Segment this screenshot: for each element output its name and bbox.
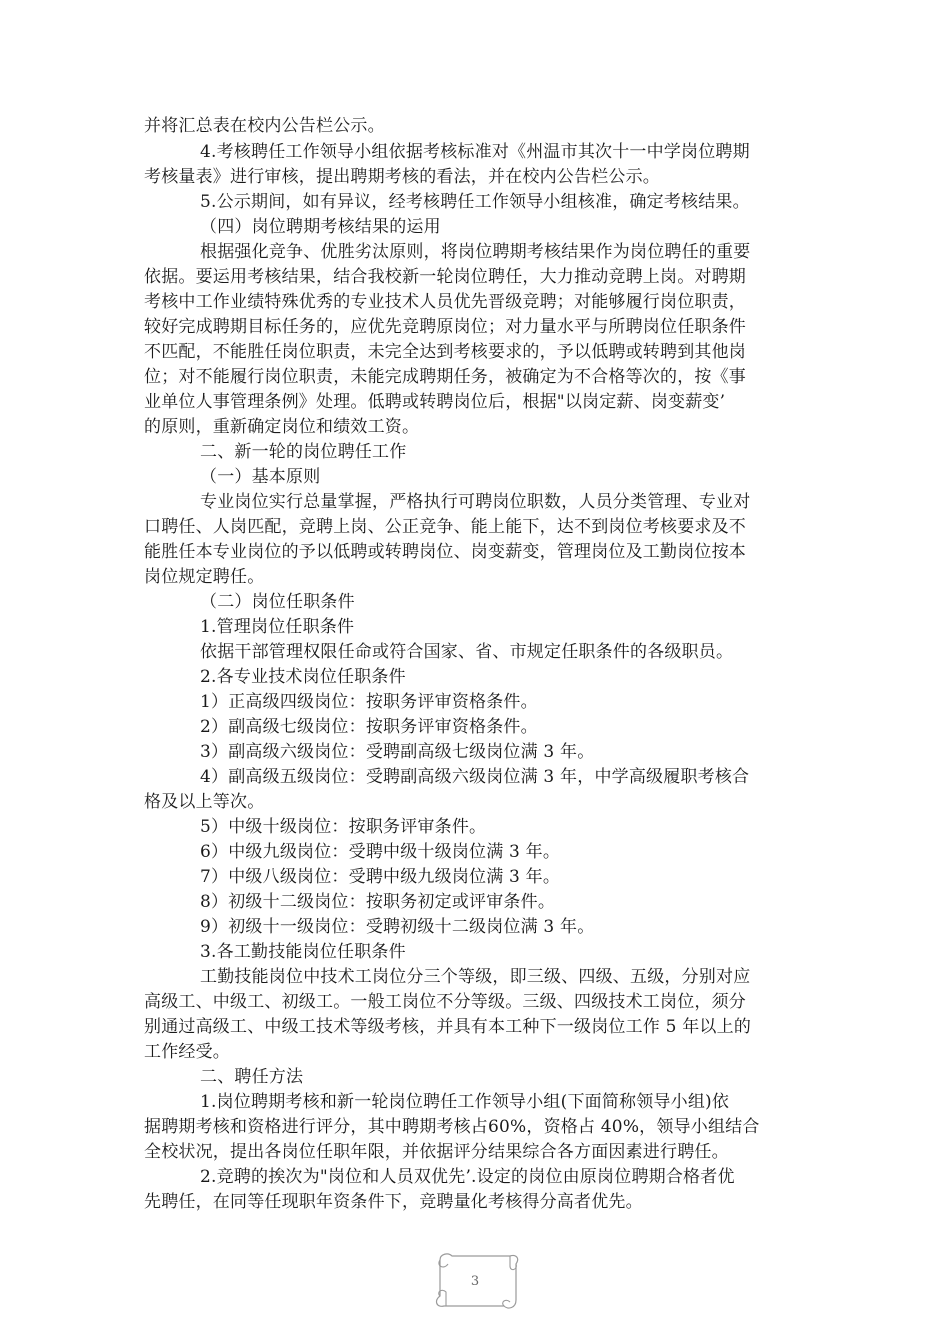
section-heading: （一）基本原则 — [200, 467, 321, 487]
text-line: 专业岗位实行总量掌握，严格执行可聘岗位职数，人员分类管理、专业对 — [200, 492, 751, 512]
list-item: 6）中级九级岗位：受聘中级十级岗位满 3 年。 — [200, 842, 561, 862]
text-line: 全校状况，提出各岗位任职年限，并依据评分结果综合各方面因素进行聘任。 — [144, 1142, 729, 1162]
text-line: 2.竞聘的挨次为"岗位和人员双优先’.设定的岗位由原岗位聘期合格者优 — [200, 1167, 735, 1187]
list-item: 1）正高级四级岗位：按职务评审资格条件。 — [200, 692, 538, 712]
text-line: 根据强化竞争、优胜劣汰原则，将岗位聘期考核结果作为岗位聘任的重要 — [200, 242, 751, 262]
text-line: 格及以上等次。 — [144, 792, 265, 812]
text-line: 据聘期考核和资格进行评分，其中聘期考核占60%，资格占 40%，领导小组结合 — [144, 1117, 760, 1137]
text-line: 3.各工勤技能岗位任职条件 — [200, 942, 406, 962]
list-item: 3）副高级六级岗位：受聘副高级七级岗位满 3 年。 — [200, 742, 595, 762]
text-line: 业单位人事管理条例》处理。低聘或转聘岗位后，根据"以岗定薪、岗变薪变’ — [144, 392, 726, 412]
text-line: 工勤技能岗位中技术工岗位分三个等级，即三级、四级、五级，分别对应 — [200, 967, 751, 987]
text-line: 别通过高级工、中级工技术等级考核，并具有本工种下一级岗位工作 5 年以上的 — [144, 1017, 752, 1037]
section-heading: 二、聘任方法 — [200, 1067, 304, 1087]
text-line: 的原则，重新确定岗位和绩效工资。 — [144, 417, 420, 437]
text-line: 先聘任，在同等任现职年资条件下，竞聘量化考核得分高者优先。 — [144, 1192, 643, 1212]
list-item: 9）初级十一级岗位：受聘初级十二级岗位满 3 年。 — [200, 917, 595, 937]
section-heading: （二）岗位任职条件 — [200, 592, 355, 612]
text-line: 2.各专业技术岗位任职条件 — [200, 667, 406, 687]
text-line: 依据。要运用考核结果，结合我校新一轮岗位聘任，大力推动竞聘上岗。对聘期 — [144, 267, 746, 287]
text-line: 较好完成聘期目标任务的，应优先竞聘原岗位；对力量水平与所聘岗位任职条件 — [144, 317, 746, 337]
text-line: 不匹配，不能胜任岗位职责，未完全达到考核要求的，予以低聘或转聘到其他岗 — [144, 342, 746, 362]
text-line: 工作经受。 — [144, 1042, 230, 1062]
text-line: 高级工、中级工、初级工。一般工岗位不分等级。三级、四级技术工岗位，须分 — [144, 992, 746, 1012]
text-line: 4.考核聘任工作领导小组依据考核标准对《州温市其次十一中学岗位聘期 — [200, 142, 750, 162]
text-line: 位；对不能履行岗位职责，未能完成聘期任务，被确定为不合格等次的，按《事 — [144, 367, 746, 387]
text-line: 考核量表》进行审核，提出聘期考核的看法，并在校内公告栏公示。 — [144, 167, 660, 187]
text-line: 1.管理岗位任职条件 — [200, 617, 355, 637]
list-item: 8）初级十二级岗位：按职务初定或评审条件。 — [200, 892, 556, 912]
section-heading: （四）岗位聘期考核结果的运用 — [200, 217, 441, 237]
text-line: 并将汇总表在校内公告栏公示。 — [144, 116, 385, 136]
text-line: 能胜任本专业岗位的予以低聘或转聘岗位、岗变薪变，管理岗位及工勤岗位按本 — [144, 542, 746, 562]
list-item: 7）中级八级岗位：受聘中级九级岗位满 3 年。 — [200, 867, 561, 887]
list-item: 5）中级十级岗位：按职务评审条件。 — [200, 817, 487, 837]
list-item: 2）副高级七级岗位：按职务评审资格条件。 — [200, 717, 538, 737]
text-line: 岗位规定聘任。 — [144, 567, 265, 587]
text-line: 口聘任、人岗匹配，竞聘上岗、公正竞争、能上能下，达不到岗位考核要求及不 — [144, 517, 746, 537]
text-line: 1.岗位聘期考核和新一轮岗位聘任工作领导小组(下面简称领导小组)依 — [200, 1092, 730, 1112]
list-item: 4）副高级五级岗位：受聘副高级六级岗位满 3 年，中学高级履职考核合 — [200, 767, 750, 787]
page-number: 3 — [470, 1274, 480, 1289]
text-line: 依据干部管理权限任命或符合国家、省、市规定任职条件的各级职员。 — [200, 642, 734, 662]
text-line: 考核中工作业绩特殊优秀的专业技术人员优先晋级竞聘；对能够履行岗位职责， — [144, 292, 746, 312]
section-heading: 二、新一轮的岗位聘任工作 — [200, 442, 407, 462]
page-number-scroll — [424, 1248, 526, 1318]
text-line: 5.公示期间，如有异议，经考核聘任工作领导小组核准，确定考核结果。 — [200, 192, 750, 212]
